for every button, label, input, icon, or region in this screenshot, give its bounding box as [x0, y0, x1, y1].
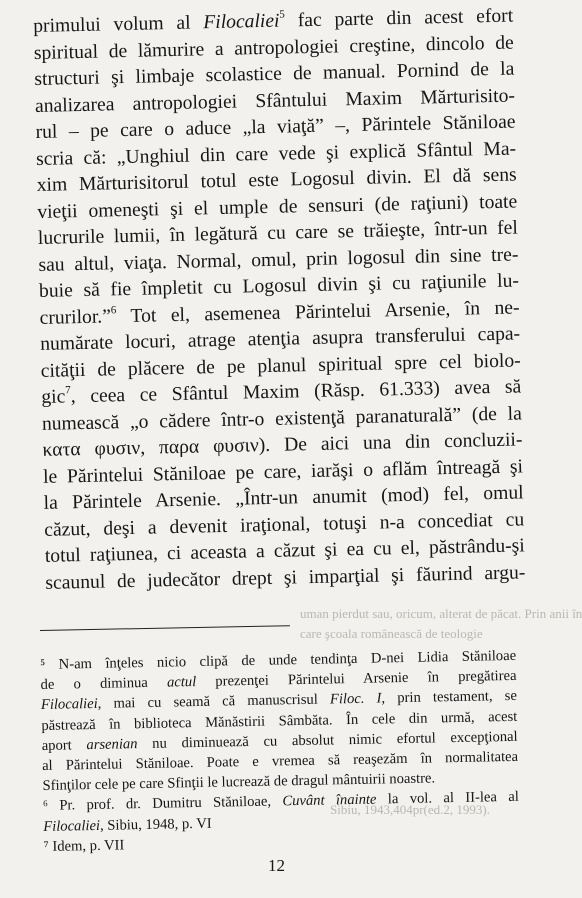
body-line: scria că: „Unghiul din care vede şi explică Sfântul Ma- [35, 137, 517, 170]
body-line: spiritual de lămurire a antropologiei creştine, dincolo de [33, 32, 514, 64]
body-line: cităţii de plăcere de pe planul spiritual spre cel biolo- [40, 349, 521, 382]
body-line: vieţii omeneşti şi el umple de sensuri (de raţiuni) toate [37, 190, 518, 223]
body-line: xim Mărturisitorul totul este Logosul divin. El dă sens [36, 164, 517, 196]
body-line: κατα φυσιν, παρα φυσιν). De aici una din concluzii- [42, 429, 523, 461]
bleed-through-line: uman pierdut sau, oricum, alterat de păcat. Prin anii în [300, 606, 582, 621]
body-line: rul – pe care o aduce „la viaţă” –, Părintele Stăniloae [35, 111, 516, 143]
footnote-line: Filocaliei, Sibiu, 1948, p. VI [43, 815, 212, 835]
footnote-line: aport arsenian nu diminuează cu absolut nimic efortul excepţional [41, 728, 518, 754]
body-line: analizarea antropologiei Sfântului Maxim Mărturisito- [34, 85, 516, 117]
body-line: sau altul, viaţa. Normal, omul, prin logosul din sine tre- [38, 243, 519, 276]
footnote-line: ⁵ N-am înţeles nicio clipă de unde tendinţa D-nei Lidia Stăniloae [40, 647, 517, 673]
body-line: gic$^7$, ceea ce Sfântul Maxim (Răsp. 61.333) avea să [41, 376, 522, 408]
body-line: căzut, deşi a devenit iraţional, totuşi n-a concediat cu [44, 508, 525, 541]
body-line: totul raţiunea, ci aceasta a căzut şi ea cu el, păstrându-şi [44, 535, 525, 567]
footnote-line: Filocaliei, mai cu seamă că manuscrisul Filoc. I, prin testament, se [40, 688, 518, 714]
body-line: numească „o cădere într-o existenţă paranaturală” (de la [41, 402, 523, 435]
body-line: le Părintelui Stăniloae pe care, iarăşi o aflăm întreagă şi [42, 455, 524, 488]
body-line: crurilor.”$^6$ Tot el, asemenea Părintelui Arsenie, în ne- [39, 296, 520, 329]
body-line: scaunul de judecător drept şi imparţial şi făurind argu- [45, 561, 526, 594]
body-line: numărate locuri, atrage atenţia asupra transferului capa- [39, 323, 521, 355]
bleed-through-line: Sibiu, 1943,404pr(ed.2, 1993). [330, 802, 490, 817]
footnote-separator [40, 625, 290, 631]
footnote-line: de o diminua actul prezenţei Părintelui Arsenie în pregătirea [40, 668, 517, 694]
bleed-through-line: care şcoala românească de teologie [300, 626, 483, 641]
body-line: lucrurile lumii, în legătură cu care se trăieşte, într-un fel [37, 217, 519, 249]
body-line: structuri şi limbaje scolastice de manual. Pornind de la [34, 58, 515, 90]
footnote-line: al Părintelui Stăniloae. Poate e vremea să reaşezăm în normalitatea [41, 748, 519, 774]
footnote-line: ⁶ Pr. prof. dr. Dumitru Stăniloae, Cuvânt înainte la vol. al II-lea al [42, 789, 519, 815]
bleed-through-text [300, 604, 582, 644]
page-number: 12 [268, 856, 285, 875]
footnote-line: Sfinţilor cele pe care Sfinţii le lucrează de dragul mântuirii noastre. [42, 770, 436, 795]
body-line: primului volum al Filocaliei$^5$ fac parte din acest efort [33, 5, 514, 37]
body-line: la Părintele Arsenie. „Într-un anumit (mod) fel, omul [43, 482, 524, 514]
footnote-line: păstrează în biblioteca Mănăstirii Sâmbăta. În cele din urmă, acest [41, 708, 518, 734]
footnotes [40, 646, 520, 857]
main-text [33, 4, 526, 597]
body-line: buie să fie împletit cu Logosul divin şi cu raţiunile lu- [38, 270, 520, 302]
footnote-line: ⁷ Idem, p. VII [43, 837, 125, 855]
